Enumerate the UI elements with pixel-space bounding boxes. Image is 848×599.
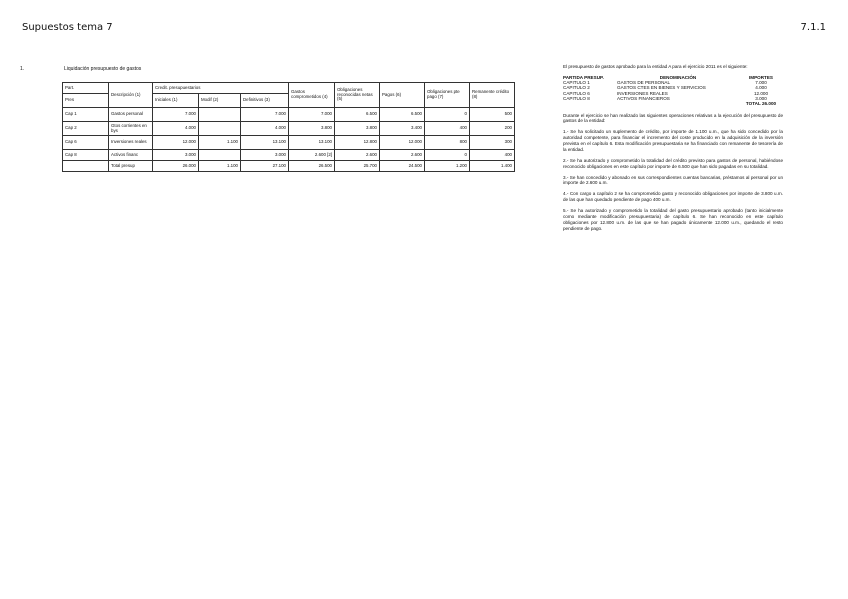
item-denominacion: GASTOS DE PERSONAL bbox=[617, 80, 671, 86]
cell-iniciales: 3.000 bbox=[153, 150, 199, 161]
section-code: 7.1.1 bbox=[800, 22, 826, 33]
header-partida: PARTIDA PRESUP. bbox=[563, 74, 604, 80]
exercise-statement bbox=[563, 64, 783, 237]
item-denominacion: ACTIVOS FINANCIEROS bbox=[617, 96, 670, 101]
cell-desc: Activos financ bbox=[109, 150, 153, 161]
head-gastos: Gastos comprometidos (4) bbox=[289, 83, 335, 108]
head-iniciales: Iniciales (1) bbox=[153, 94, 199, 108]
budget-items-list bbox=[563, 75, 783, 107]
cell-modif bbox=[199, 108, 241, 122]
cell-desc: Gtos corrientes en bys bbox=[109, 122, 153, 136]
cell-oblig-pend: 1.200 bbox=[425, 161, 470, 172]
operation-5: 5.- Se ha autorizado y comprometido la totalidad del gasto presupuestario aprobado (tanto inicialmente como mediante modificación presupuestaria) de capítulo 6. Se han reconocido en este capítulo obligaciones por 12.800 u.m. de las que se han pagado únicamente 12.000 u.m., quedando el resto pendiente de pago. bbox=[563, 208, 783, 231]
cell-part: Cap 2 bbox=[63, 122, 109, 136]
cell-pagos: 24.500 bbox=[380, 161, 425, 172]
cell-desc: Gastos personal bbox=[109, 108, 153, 122]
intro-paragraph: El presupuesto de gastos aprobado para la entidad A para el ejercicio 2011 es el siguiente: bbox=[563, 64, 748, 69]
cell-definitivos: 4.000 bbox=[241, 122, 289, 136]
cell-modif: 1.100 bbox=[199, 161, 241, 172]
cell-empty bbox=[63, 161, 109, 172]
cell-remanente: 1.400 bbox=[470, 161, 515, 172]
cell-remanente: 500 bbox=[470, 108, 515, 122]
item-title: Liquidación presupuesto de gastos bbox=[64, 66, 142, 72]
head-part: Part. bbox=[63, 83, 109, 94]
cell-pagos: 3.400 bbox=[380, 122, 425, 136]
table-row bbox=[63, 108, 515, 122]
item-partida: CAPITULO 6 bbox=[563, 90, 590, 96]
cell-pagos: 6.500 bbox=[380, 108, 425, 122]
operation-4: 4.- Con cargo a capítulo 2 se ha comprometido gasto y reconocido obligaciones por importe de 3.800 u.m. de las que han quedado pendiente de pago 400 u.m. bbox=[563, 191, 783, 203]
page-title: Supuestos tema 7 bbox=[22, 22, 113, 33]
cell-part: Cap 1 bbox=[63, 108, 109, 122]
item-importe: 3.000 bbox=[755, 96, 767, 101]
table-row bbox=[63, 136, 515, 150]
header-denominacion: DENOMINACIÓN bbox=[659, 74, 697, 80]
cell-obligaciones: 3.800 bbox=[335, 122, 380, 136]
head-remanente: Remanente crédito (8) bbox=[470, 83, 515, 108]
head-oblig-pend: Obligaciones pte pago (7) bbox=[425, 83, 470, 108]
item-partida: CAPITULO 2 bbox=[563, 85, 590, 91]
item-importe: 4.000 bbox=[755, 85, 767, 91]
item-importe: 12.000 bbox=[753, 90, 769, 96]
cell-modif bbox=[199, 150, 241, 161]
total-row bbox=[63, 161, 515, 172]
cell-remanente: 400 bbox=[470, 150, 515, 161]
total-label: TOTAL 26.000 bbox=[745, 101, 777, 107]
budget-total bbox=[563, 101, 783, 106]
cell-oblig-pend: 400 bbox=[425, 122, 470, 136]
cell-obligaciones: 12.800 bbox=[335, 136, 380, 150]
cell-desc: Total presup bbox=[109, 161, 153, 172]
cell-gastos: 13.100 bbox=[289, 136, 335, 150]
cell-pagos: 12.000 bbox=[380, 136, 425, 150]
cell-definitivos: 27.100 bbox=[241, 161, 289, 172]
operation-2: 2.- Se ha autorizado y comprometido la totalidad del crédito previsto para gastos de personal, habiéndose reconocido obligaciones en este capítulo por importe de 6.500 que han sido pagadas en su totalidad. bbox=[563, 157, 783, 169]
cell-modif: 1.100 bbox=[199, 136, 241, 150]
cell-iniciales: 12.000 bbox=[153, 136, 199, 150]
cell-desc: Inversiones reales bbox=[109, 136, 153, 150]
cell-part: Cap 8 bbox=[63, 150, 109, 161]
cell-obligaciones: 25.700 bbox=[335, 161, 380, 172]
cell-pagos: 2.600 bbox=[380, 150, 425, 161]
cell-remanente: 300 bbox=[470, 136, 515, 150]
cell-gastos: 3.800 bbox=[289, 122, 335, 136]
head-credit: Credit. presupuestarios bbox=[153, 83, 289, 94]
budget-liquidation-table bbox=[62, 82, 515, 172]
operations-intro: Durante el ejercicio se han realizado las siguientes operaciones relativas a la ejecución del presupuesto de gastos de la entidad: bbox=[563, 112, 783, 124]
cell-iniciales: 7.000 bbox=[153, 108, 199, 122]
cell-oblig-pend: 800 bbox=[425, 136, 470, 150]
item-denominacion: INVERSIONES REALES bbox=[617, 90, 668, 96]
item-importe: 7.000 bbox=[755, 80, 767, 86]
head-pres: Pres bbox=[63, 94, 109, 108]
cell-oblig-pend: 0 bbox=[425, 150, 470, 161]
cell-definitivos: 13.100 bbox=[241, 136, 289, 150]
head-desc: Descripción (1) bbox=[109, 83, 153, 108]
item-denominacion: GASTOS CTES EN BIENES Y SERVICIOS bbox=[617, 85, 706, 91]
cell-gastos: 7.000 bbox=[289, 108, 335, 122]
cell-iniciales: 4.000 bbox=[153, 122, 199, 136]
cell-gastos: 2.600 [2] bbox=[289, 150, 335, 161]
item-partida: CAPITULO 8 bbox=[563, 96, 590, 101]
cell-obligaciones: 2.600 bbox=[335, 150, 380, 161]
header-importes: IMPORTES bbox=[749, 74, 773, 80]
item-partida: CAPITULO 1 bbox=[563, 80, 590, 86]
item-number: 1. bbox=[20, 66, 25, 72]
table-row bbox=[63, 122, 515, 136]
cell-remanente: 200 bbox=[470, 122, 515, 136]
head-definitivos: Definitivos (3) bbox=[241, 94, 289, 108]
cell-oblig-pend: 0 bbox=[425, 108, 470, 122]
head-pagos: Pagos (6) bbox=[380, 83, 425, 108]
head-obligaciones: Obligaciones reconocidas netas (5) bbox=[335, 83, 380, 108]
operation-1: 1.- Se ha solicitado un suplemento de crédito, por importe de 1.100 u.m., que ha sido concedido por la autoridad competente, para financiar el incremento del coste producido en la adquisición de la inversión prevista en el capítulo 6. Esta modificación presupuestaria se ha financiado con remanente de tesorería de la entidad. bbox=[563, 129, 783, 152]
operation-3: 3.- Se han concedido y abonado en sus correspondientes cuentas bancarias, préstamos al personal por un importe de 2.600 u.m. bbox=[563, 174, 783, 186]
cell-modif bbox=[199, 122, 241, 136]
cell-gastos: 26.500 bbox=[289, 161, 335, 172]
cell-definitivos: 3.000 bbox=[241, 150, 289, 161]
cell-obligaciones: 6.500 bbox=[335, 108, 380, 122]
cell-part: Cap 6 bbox=[63, 136, 109, 150]
table-row bbox=[63, 150, 515, 161]
cell-iniciales: 26.000 bbox=[153, 161, 199, 172]
cell-definitivos: 7.000 bbox=[241, 108, 289, 122]
head-modif: Modif (2) bbox=[199, 94, 241, 108]
